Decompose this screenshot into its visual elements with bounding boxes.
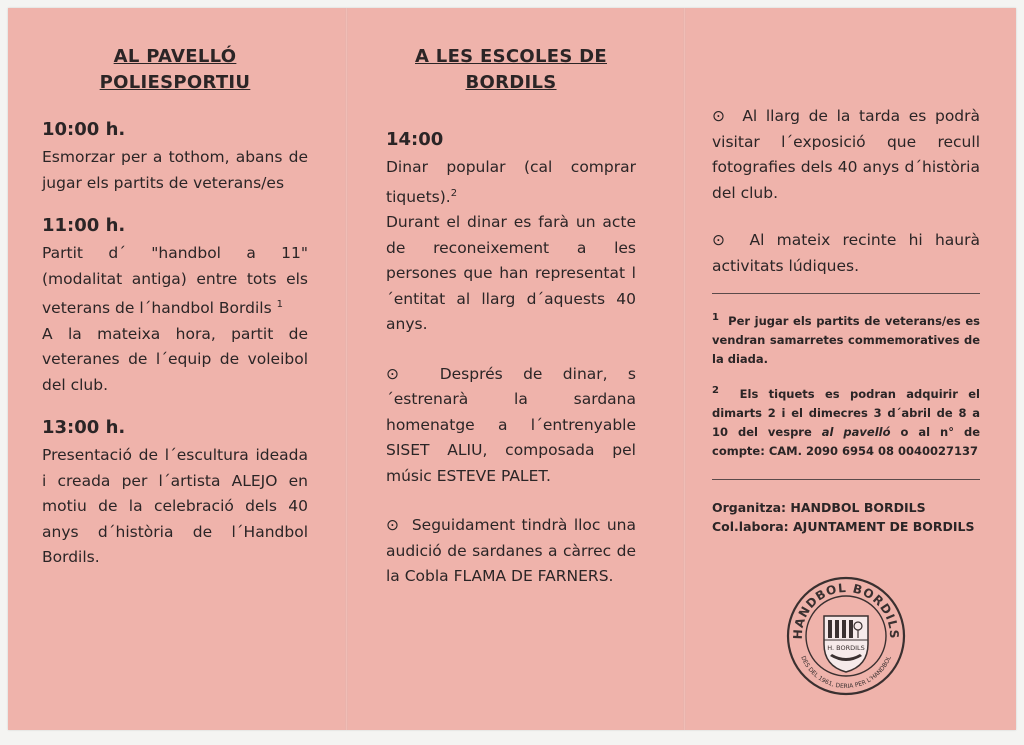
bullet-item [712,104,980,206]
logo-inner-text: H. BORDILS [827,644,865,652]
event-text: Presentació de l´escultura ideada i creada per l´artista ALEJO en motiu de la celebració dels 40 anys d´història de l´Handbol Bordils. [42,446,308,567]
event-time: 14:00 [386,129,444,150]
left-column [42,44,308,571]
logo-top-text: HANDBOL BORDILS [790,580,902,640]
footnote-number: 1 [712,312,719,323]
event-1100 [42,214,308,398]
event-time: 11:00 h. [42,215,126,236]
bullet-item [386,362,636,490]
logo-bottom-text: DES DEL 1961, DERIA PER L'HANDBOL [799,655,893,691]
event-1300 [42,416,308,571]
footnote-text-2: o al n° de compte: CAM. 2090 6954 08 0040027137 [712,424,980,458]
bullet-item [386,513,636,590]
left-heading-line-2: POLIESPORTIU [99,72,251,93]
middle-heading-line-1: A LES ESCOLES DE [415,46,607,67]
club-logo-emblem [784,574,908,698]
event-text-2: Durant el dinar es farà un acte de reconeixement a les persones que han representat l´entitat al llarg d´aquests 40 anys. [386,213,636,334]
bullet-icon: ⊙ [386,516,399,535]
event-text-body: Dinar popular (cal comprar tiquets). [386,158,636,206]
event-time: 13:00 h. [42,417,126,439]
middle-heading [386,44,636,96]
footnote-number: 2 [712,384,719,396]
club-logo [784,574,908,698]
bullet-icon: ⊙ [386,364,399,383]
left-heading-line-1: AL PAVELLÓ [113,46,237,67]
fold-line-1 [345,8,348,730]
bullet-text: Després de dinar, s´estrenarà la sardana homenatge a l´entrenyable SISET ALIU, composada pel músic ESTEVE PALET. [386,364,636,485]
event-1000 [42,118,308,196]
bullet-item [712,228,980,279]
collaborator: Col.labora: AJUNTAMENT DE BORDILS [712,518,975,534]
event-text: Esmorzar per a tothom, abans de jugar els partits de veterans/es [42,148,308,192]
left-heading [42,44,308,96]
event-text [42,241,308,322]
event-time: 10:00 h. [42,119,126,140]
footnote-text: Per jugar els partits de veterans/es es vendran samarretes commemoratives de la diada. [712,313,980,366]
footnote-ref: 2 [450,187,458,199]
footnote-2 [712,381,980,461]
bullet-icon: ⊙ [712,231,725,249]
middle-column [386,44,636,590]
event-text [386,155,636,210]
fold-line-2 [683,8,686,730]
middle-heading-line-2: BORDILS [465,72,557,93]
footnote-text: Els tiquets es podran adquirir el dimarts 2 i el dimecres 3 d´abril de 8 a 10 del vespre [712,386,980,439]
footnote-emphasis: al pavelló [821,424,891,439]
footnote-1 [712,308,980,369]
organizer: Organitza: HANDBOL BORDILS [712,499,926,515]
right-column [712,104,980,536]
leaflet [8,8,1016,730]
bullet-text: Seguidament tindrà lloc una audició de sardanes a càrrec de la Cobla FLAMA DE FARNERS. [386,516,636,586]
bullet-icon: ⊙ [712,107,725,125]
footnote-ref: 1 [276,299,283,310]
event-text-2: A la mateixa hora, partit de veteranes de l´equip de voleibol del club. [42,324,308,394]
bullet-text: Al mateix recinte hi haurà activitats lúdiques. [712,231,980,275]
event-text-body: Partit d´ "handbol a 11" (modalitat antiga) entre tots els veterans de l´handbol Bordils [42,244,308,318]
bullet-text: Al llarg de la tarda es podrà visitar l´exposició que recull fotografies dels 40 anys d´història del club. [712,107,981,202]
